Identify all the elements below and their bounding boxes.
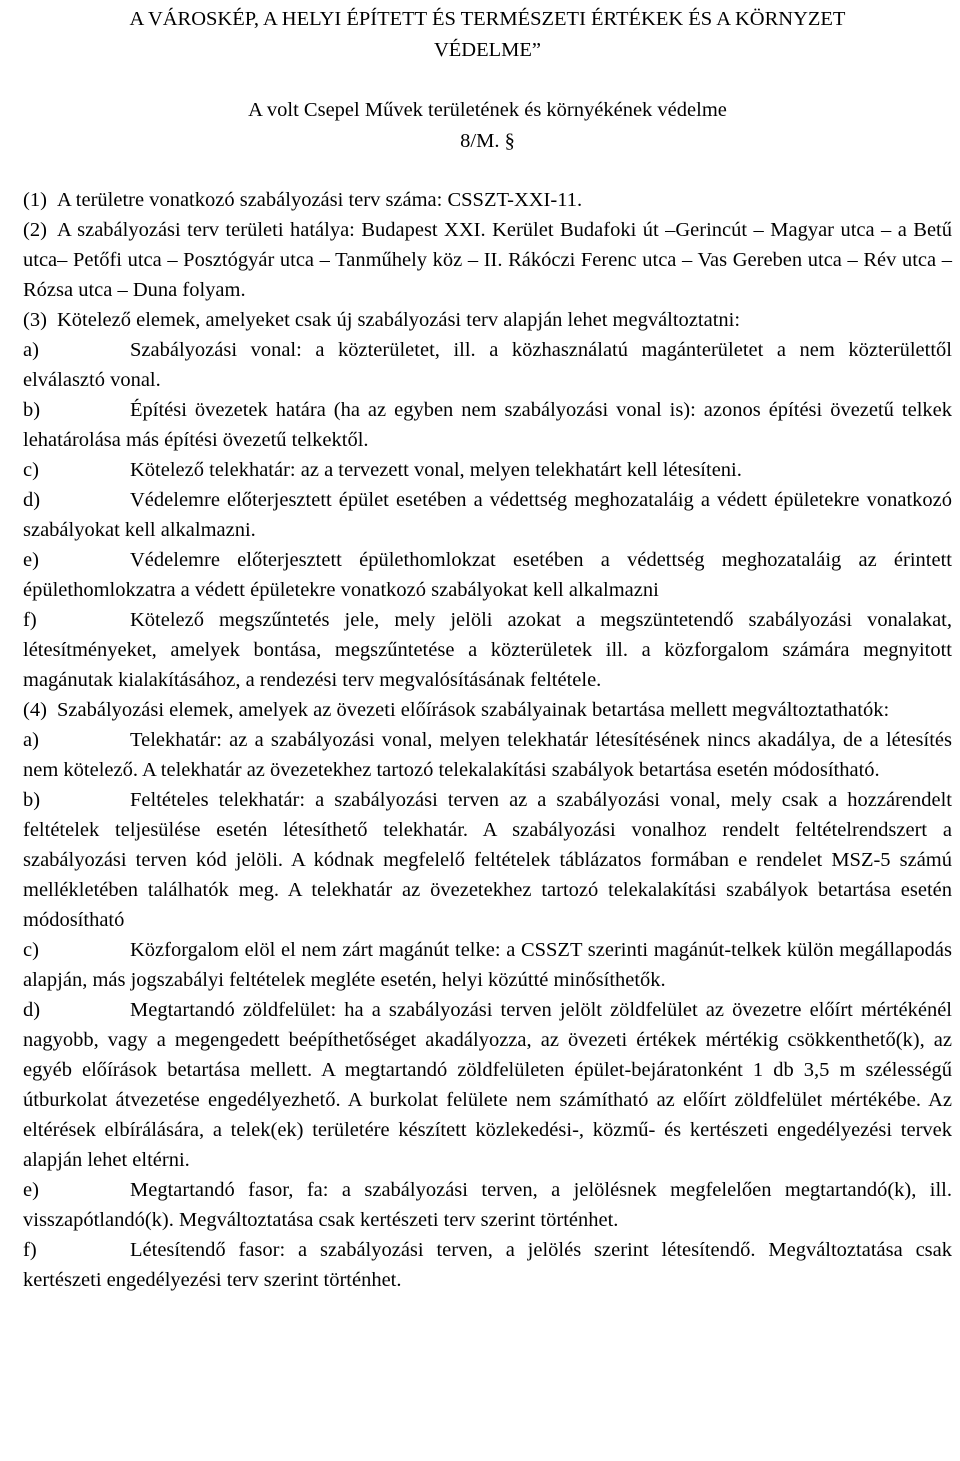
- list-item: [23, 1175, 952, 1235]
- item-text: Feltételes telekhatár: a szabályozási terven az a szabályozási vonal, mely csak a hozzárendelt feltételek teljesülése esetén létesíthető telekhatár. A szabályozási vonalhoz rendelt feltételrendszert a szabályozási terven kód jelöli. A kódnak megfelelő feltételek táblázatos formában e rendelet MSZ-5 számú mellékletében találhatók meg. A telekhatár az övezetekhez tartozó telekalakítási szabályok betartása esetén módosítható: [23, 789, 952, 931]
- item-text: Telekhatár: az a szabályozási vonal, melyen telekhatár létesítésének nincs akadálya, de a létesítés nem kötelező. A telekhatár az övezetekhez tartozó telekalakítási szabályok betartása esetén módosítható.: [23, 729, 952, 781]
- item-text: Védelemre előterjesztett épület esetében a védettség meghozataláig a védett épületekre vonatkozó szabályokat kell alkalmazni.: [23, 489, 952, 541]
- item-text: Megtartandó fasor, fa: a szabályozási terven, a jelölésnek megfelelően megtartandó(k), ill. visszapótlandó(k). Megváltoztatása csak kertészeti terv szerint történhet.: [23, 1179, 952, 1231]
- item-letter: d): [23, 489, 41, 511]
- item-letter: a): [23, 729, 39, 751]
- paragraph-number: (2): [23, 219, 47, 241]
- item-letter: f): [23, 1239, 37, 1261]
- title-line-2: VÉDELME”: [433, 39, 542, 61]
- list-item: [23, 605, 952, 695]
- paragraph-text: A szabályozási terv területi hatálya: Budapest XXI. Kerület Budafoki út –Gerincút – Magyar utca – a Betű utca– Petőfi utca – Posztógyár utca – Tanműhely köz – II. Rákóczi Ferenc utca – Vas Gereben utca – Rév utca – Rózsa utca – Duna folyam.: [23, 219, 952, 301]
- paragraph-1: [23, 185, 952, 215]
- paragraph-number: (1): [23, 189, 47, 211]
- item-text: Létesítendő fasor: a szabályozási terven, a jelölés szerint létesítendő. Megváltoztatása csak kertészeti engedélyezési terv szerint történhet.: [23, 1239, 952, 1291]
- list-item: [23, 395, 952, 455]
- paragraph-2: [23, 215, 952, 305]
- paragraph-text: A területre vonatkozó szabályozási terv száma: CSSZT-XXI-11.: [57, 189, 583, 211]
- item-letter: f): [23, 609, 37, 631]
- section-number: 8/M. §: [460, 130, 515, 152]
- list-item: [23, 545, 952, 605]
- list-item: [23, 455, 952, 485]
- title-line-1: A VÁROSKÉP, A HELYI ÉPÍTETT ÉS TERMÉSZETI ÉRTÉKEK ÉS A KÖRNYZET: [129, 8, 846, 30]
- item-letter: b): [23, 789, 41, 811]
- item-letter: a): [23, 339, 39, 361]
- paragraph-4: [23, 695, 952, 725]
- paragraph-text: Szabályozási elemek, amelyek az övezeti előírások szabályainak betartása mellett megváltoztathatók:: [57, 699, 890, 721]
- item-letter: e): [23, 549, 39, 571]
- item-text: Kötelező telekhatár: az a tervezett vonal, melyen telekhatárt kell létesíteni.: [130, 459, 742, 481]
- item-letter: b): [23, 399, 41, 421]
- section-heading: [23, 95, 952, 157]
- paragraph-number: (4): [23, 699, 47, 721]
- list-item: [23, 995, 952, 1175]
- item-text: Megtartandó zöldfelület: ha a szabályozási terven jelölt zöldfelület az övezetre előírt mértékénél nagyobb, vagy a megengedett beépíthetőséget akadályozza, az övezeti értékek mértékig csökkenthető(k), az egyéb előírások betartása mellett. A megtartandó zöldfelületen épület-bejáratonként 1 db 3,5 m szélességű útburkolat átvezetése engedélyezhető. A burkolat felülete nem számítható az előírt zöldfelület mértékébe. Az eltérések elbírálására, a telek(ek) területére készített közlekedési-, közmű- és kertészeti engedélyezési tervek alapján lehet eltérni.: [23, 999, 952, 1171]
- item-letter: e): [23, 1179, 39, 1201]
- paragraph-text: Kötelező elemek, amelyeket csak új szabályozási terv alapján lehet megváltoztatni:: [57, 309, 741, 331]
- item-text: Építési övezetek határa (ha az egyben nem szabályozási vonal is): azonos építési övezetű telkek lehatárolása más építési övezetű telkektől.: [23, 399, 952, 451]
- item-text: Közforgalom elöl el nem zárt magánút telke: a CSSZT szerinti magánút-telkek külön megállapodás alapján, más jogszabályi feltételek megléte esetén, helyi közútté minősíthetők.: [23, 939, 952, 991]
- section-subtitle: A volt Csepel Művek területének és környékének védelme: [248, 99, 727, 121]
- paragraph-3: [23, 305, 952, 335]
- list-item: [23, 785, 952, 935]
- list-item: [23, 335, 952, 395]
- item-letter: c): [23, 459, 39, 481]
- list-item: [23, 1235, 952, 1295]
- list-item: [23, 935, 952, 995]
- item-letter: c): [23, 939, 39, 961]
- list-item: [23, 725, 952, 785]
- item-letter: d): [23, 999, 41, 1021]
- item-text: Védelemre előterjesztett épülethomlokzat esetében a védettség meghozataláig az érintett épülethomlokzatra a védett épületekre vonatkozó szabályokat kell alkalmazni: [23, 549, 952, 601]
- document-body: [23, 185, 952, 1295]
- item-text: Szabályozási vonal: a közterületet, ill. a közhasználatú magánterületet a nem közterülettől elválasztó vonal.: [23, 339, 952, 391]
- item-text: Kötelező megszűntetés jele, mely jelöli azokat a megszüntetendő szabályozási vonalakat, létesítményeket, amelyek bontása, megszűntetése a közterületek ill. a közforgalom számára megnyitott magánutak kialakításához, a rendezési terv megvalósításának feltétele.: [23, 609, 952, 691]
- list-item: [23, 485, 952, 545]
- document-title: [23, 4, 952, 66]
- paragraph-number: (3): [23, 309, 47, 331]
